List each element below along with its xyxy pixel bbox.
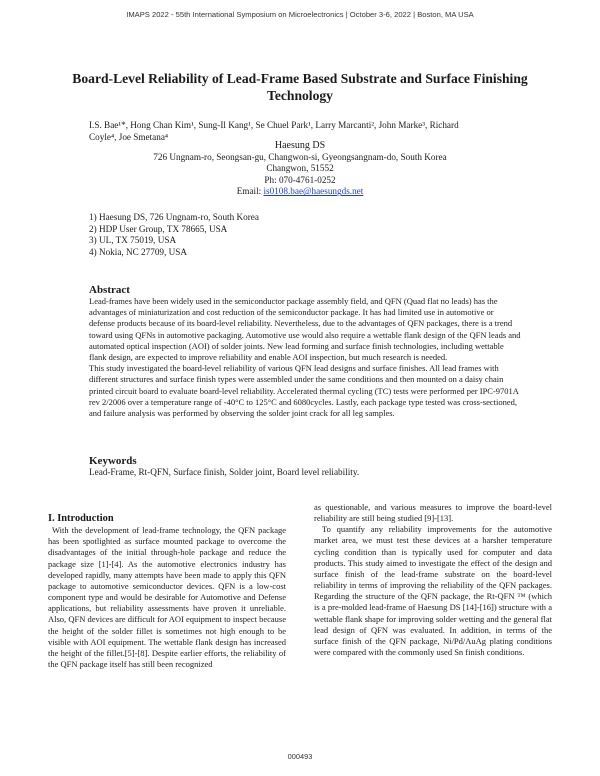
keywords-text: Lead-Frame, Rt-QFN, Surface finish, Solder joint, Board level reliability. <box>89 467 360 477</box>
affiliation-item: 1) Haesung DS, 726 Ungnam-ro, South Korea <box>89 212 259 222</box>
intro-paragraph-2: To quantify any reliability improvements for the automotive market area, we must test these devices at a harsher temperature cycling condition than is typically used for computer and data products. This study aimed to investigate the effect of the design and surface finish of the lead-frame substrate on the board-level reliability in terms of improving the reliability of the QFN packages. Regarding the structure of the QFN package, the Rt-QFN ™ (which is a pre-molded lead-frame of Haesung DS [14]-[16]) structure with a wettable flank shape for improving solder wetting and the general flat lead design of QFN was evaluated. In addition, in terms of the surface finish of the QFN package, Ni/Pd/AuAg plating conditions were compared with the commonly used Sn finish conditions. <box>314 524 552 658</box>
intro-right-column <box>314 502 552 658</box>
company-phone: Ph: 070-4761-0252 <box>264 174 336 185</box>
affiliation-item: 4) Nokia, NC 27709, USA <box>89 246 187 257</box>
affiliation-item: 2) HDP User Group, TX 78665, USA <box>89 223 228 234</box>
intro-paragraph-1: With the development of lead-frame technology, the QFN package has been spotlighted as surface mounted package to overcome the disadvantages of the initial through-hole package and reduce the package size [1]-[4]. As the automotive electronics industry has developed rapidly, many attempts have been made to apply this QFN package to automotive semiconductor devices. QFN is a low-cost component type and would be desirable for Automotive and Defense applications, but reliability assessments have proven it unreliable. Also, QFN devices are difficult for AOI equipment to inspect because the height of the solder fillet is sometimes not high enough to be visible with AOI equipment. The wettable flank design has increased the height of the fillet.[5]-[8]. Despite earlier efforts, the reliability of the QFN package itself has still been recognized <box>48 525 286 670</box>
page-number: 000493 <box>287 752 313 761</box>
intro-heading: I. Introduction <box>48 513 114 524</box>
affiliation-block <box>100 140 500 198</box>
abstract-paragraph-2: This study investigated the board-level reliability of various QFN lead designs and surface finishes. All lead frames with different structures and surface finish types were assembled under the same conditions and then mounted on a daisy chain printed circuit board to evaluate board-level reliability. Accelerated thermal cycling (TC) tests were performed per IPC-9701A rev 2/2006 over a temperature range of -40°C to 125°C and 6080cycles. Lastly, each package type tested was cross-sectioned, and failure analysis was performed by observing the solder joint crack for all leg samples. <box>89 363 519 419</box>
keywords-heading: Keywords <box>89 455 137 467</box>
paper-title: Board-Level Reliability of Lead-Frame Based Substrate and Surface Finishing Technology <box>72 71 528 103</box>
author-line-2: Coyle⁴, Joe Smetana⁴ <box>89 132 169 142</box>
abstract-heading: Abstract <box>89 284 130 296</box>
affiliation-item: 3) UL, TX 75019, USA <box>89 235 177 246</box>
intro-paragraph-1-continued: as questionable, and various measures to improve the board-level reliability are still being studied [9]-[13]. <box>314 502 552 524</box>
conference-header: IMAPS 2022 - 55th International Symposium on Microelectronics | October 3-6, 2022 | Boston, MA USA <box>126 10 474 19</box>
author-line-1: I.S. Bae¹*, Hong Chan Kim¹, Sung-Il Kang¹, Se Chuel Park¹, Larry Marcanti², John Marke³, Richard <box>89 120 459 130</box>
affiliation-list <box>89 212 509 258</box>
company-email <box>100 186 500 198</box>
email-label: Email: <box>236 186 264 197</box>
company-city: Changwon, 51552 <box>266 163 334 174</box>
abstract-body <box>89 296 521 419</box>
email-link[interactable]: is0108.bae@haesungds.net <box>263 186 364 197</box>
abstract-paragraph-1: Lead-frames have been widely used in the semiconductor package assembly field, and QFN (Quad flat no leads) has the advantages of miniaturization and cost reduction of the semiconductor package. It has had limited use in automotive or defense products because of its board-level reliability. Nevertheless, due to the advantages of QFN packages, there is a trend toward using QFNs in automotive packaging. Automotive use would also require a wettable flank design of the QFN leads and automated optical inspection (AOI) of solder joints. New lead forming and surface finish technologies, including wettable flank design, are expected to improve reliability and enable AOI inspection, but much research is needed. <box>89 296 521 363</box>
intro-left-column <box>48 513 286 670</box>
company-name: Haesung DS <box>274 140 326 151</box>
company-address: 726 Ungnam-ro, Seongsan-gu, Changwon-si, Gyeongsangnam-do, South Korea <box>153 151 447 162</box>
